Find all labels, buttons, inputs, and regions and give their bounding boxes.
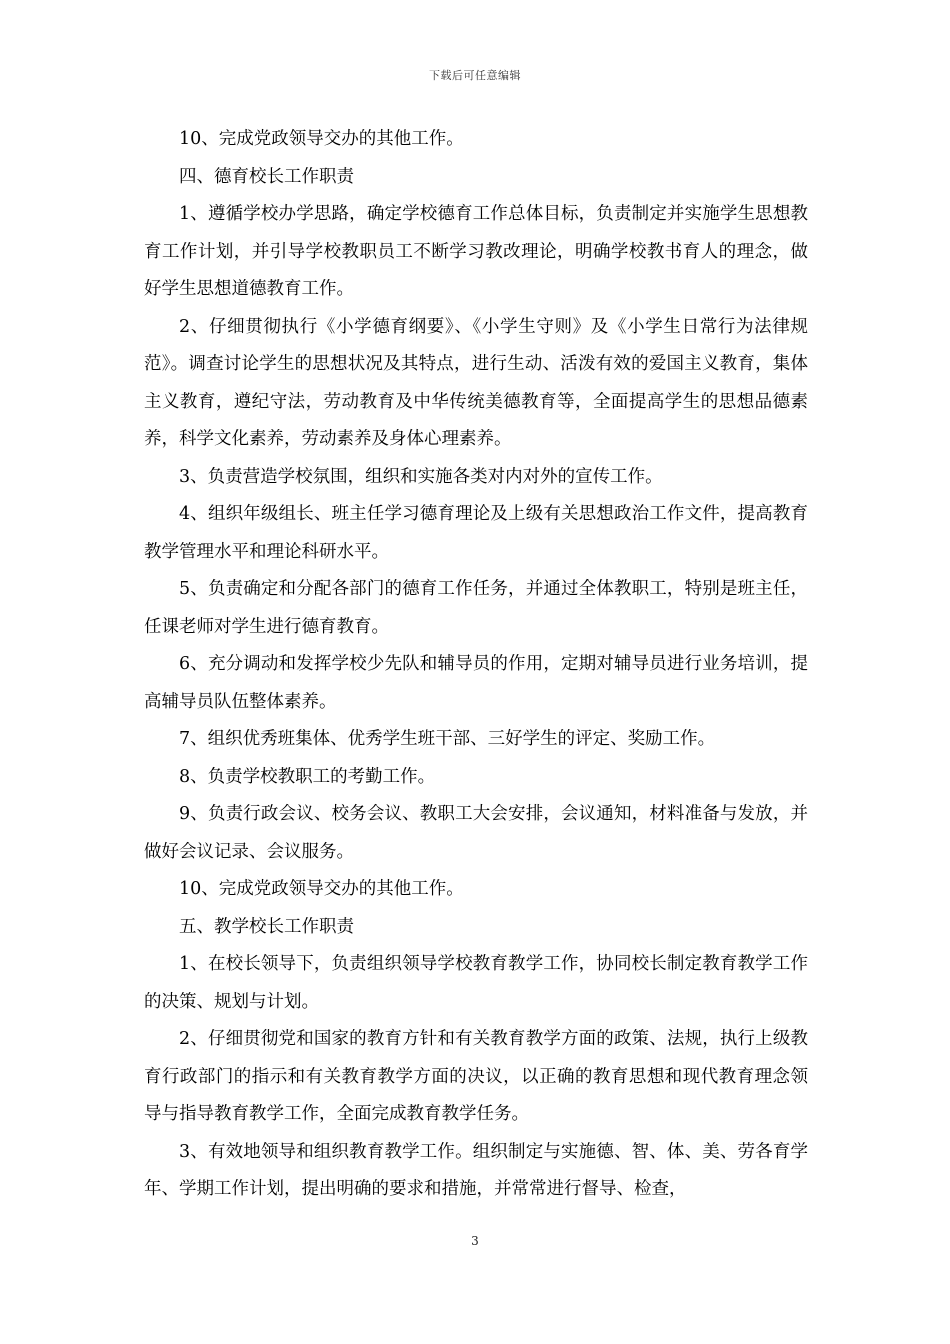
paragraph: 8、负责学校教职工的考勤工作。 xyxy=(179,766,436,787)
paragraph: 1、遵循学校办学思路，确定学校德育工作总体目标，负责制定并实施学生思想教育工作计划，并引导学校教职员工不断学习教改理论，明确学校教书育人的理念，做好学生思想道德教育工作。 xyxy=(144,204,808,299)
paragraph: 1、在校长领导下，负责组织领导学校教育教学工作，协同校长制定教育教学工作的决策、规划与计划。 xyxy=(144,954,808,1012)
paragraph: 5、负责确定和分配各部门的德育工作任务，并通过全体教职工，特别是班主任，任课老师对学生进行德育教育。 xyxy=(144,579,808,637)
paragraph: 7、组织优秀班集体、优秀学生班干部、三好学生的评定、奖励工作。 xyxy=(179,729,716,749)
paragraph: 4、组织年级组长、班主任学习德育理论及上级有关思想政治工作文件，提高教育教学管理水平和理论科研水平。 xyxy=(144,504,808,562)
document-body xyxy=(144,121,808,1209)
paragraph: 10、完成党政领导交办的其他工作。 xyxy=(179,879,464,899)
paragraph: 2、仔细贯彻执行《小学德育纲要》、《小学生守则》及《小学生日常行为法律规范》。调查讨论学生的思想状况及其特点，进行生动、活泼有效的爱国主义教育，集体主义教育，遵纪守法，劳动教育及中华传统美德教育等，全面提高学生的思想品德素养，科学文化素养，劳动素养及身体心理素养。 xyxy=(144,316,808,449)
paragraph: 2、仔细贯彻党和国家的教育方针和有关教育教学方面的政策、法规，执行上级教育行政部门的指示和有关教育教学方面的决议，以正确的教育思想和现代教育理念领导与指导教育教学工作，全面完成教育教学任务。 xyxy=(144,1029,808,1124)
paragraph: 6、充分调动和发挥学校少先队和辅导员的作用，定期对辅导员进行业务培训，提高辅导员队伍整体素养。 xyxy=(144,654,808,712)
section-heading: 五、教学校长工作职责 xyxy=(179,916,354,937)
paragraph: 10、完成党政领导交办的其他工作。 xyxy=(179,129,464,149)
page-number: 3 xyxy=(471,1234,479,1248)
paragraph: 3、有效地领导和组织教育教学工作。组织制定与实施德、智、体、美、劳各育学年、学期工作计划，提出明确的要求和措施，并常常进行督导、检查， xyxy=(144,1141,808,1199)
section-heading: 四、德育校长工作职责 xyxy=(179,166,354,187)
paragraph: 9、负责行政会议、校务会议、教职工大会安排，会议通知，材料准备与发放，并做好会议记录、会议服务。 xyxy=(144,804,808,862)
page-header: 下载后可任意编辑 xyxy=(429,69,521,82)
paragraph: 3、负责营造学校氛围，组织和实施各类对内对外的宣传工作。 xyxy=(179,466,663,487)
